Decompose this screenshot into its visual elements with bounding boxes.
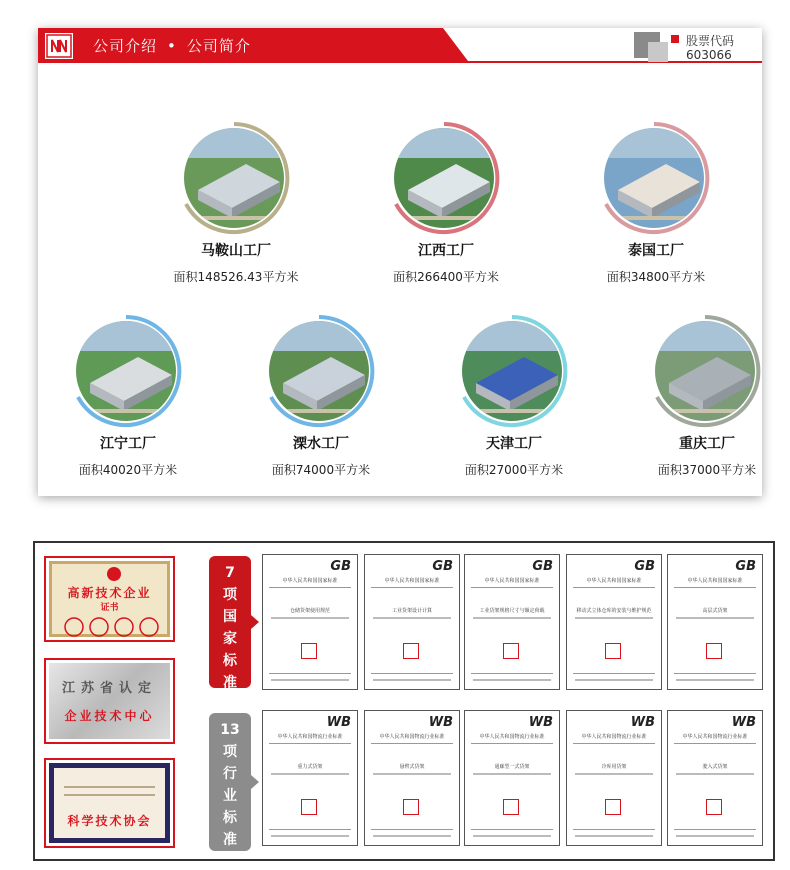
standard-document (566, 554, 662, 690)
standard-header: 中华人民共和国国家标准 (384, 578, 440, 584)
tag-char: 标 (223, 653, 237, 669)
breadcrumb-separator: • (167, 37, 177, 55)
stock-deco-square (648, 42, 668, 62)
standard-code: GB (735, 559, 756, 574)
factory-item (566, 120, 746, 285)
national-standards-count: 7 (225, 565, 235, 581)
standard-document (566, 710, 662, 846)
standard-document (364, 554, 460, 690)
factory-area: 面积37000平方米 (657, 463, 757, 477)
factory-photo (596, 120, 716, 230)
standard-code: WB (630, 715, 655, 730)
industry-standards-tag (209, 713, 251, 851)
tag-char: 项 (223, 587, 237, 603)
factory-ring-icon (454, 313, 584, 433)
standard-document (262, 710, 358, 846)
factory-area: 面积40020平方米 (78, 463, 178, 477)
stock-deco-square (671, 35, 679, 43)
standard-code: GB (432, 559, 453, 574)
standard-code: WB (326, 715, 351, 730)
factory-item (617, 313, 790, 478)
factory-ring-icon (647, 313, 777, 433)
standard-header: 中华人民共和国物流行业标准 (277, 734, 343, 740)
standard-title: 重力式货架 (297, 764, 323, 770)
factory-area: 面积34800平方米 (606, 270, 706, 284)
factory-photo (386, 120, 506, 230)
factory-name: 重庆工厂 (679, 436, 735, 452)
certificate-tech-center (44, 658, 175, 744)
stock-code-block (634, 32, 754, 62)
standard-header: 中华人民共和国物流行业标准 (379, 734, 445, 740)
tag-char: 准 (223, 675, 237, 691)
factory-area: 面积148526.43平方米 (173, 270, 299, 284)
standard-code: WB (731, 715, 756, 730)
factory-area: 面积74000平方米 (271, 463, 371, 477)
factory-area: 面积27000平方米 (464, 463, 564, 477)
factory-name: 天津工厂 (486, 436, 542, 452)
standard-code: GB (330, 559, 351, 574)
standard-title: 通廊型一式货架 (494, 764, 530, 770)
breadcrumb (93, 35, 251, 56)
certificate-title: 科学技术协会 (67, 814, 152, 828)
factory-photo (176, 120, 296, 230)
standard-title: 工业货架规格尺寸与额定荷载 (479, 608, 545, 614)
stock-label: 股票代码 (686, 34, 735, 48)
breadcrumb-page[interactable]: 公司简介 (186, 37, 251, 55)
standard-title: 驶入式货架 (702, 764, 728, 770)
standard-document (262, 554, 358, 690)
standard-document (464, 554, 560, 690)
factory-photo (454, 313, 574, 423)
factory-name: 溧水工厂 (293, 436, 349, 452)
standard-header: 中华人民共和国物流行业标准 (682, 734, 748, 740)
factory-photo (261, 313, 381, 423)
certificate-high-tech (44, 556, 175, 642)
factory-name: 马鞍山工厂 (201, 243, 271, 259)
standard-code: WB (428, 715, 453, 730)
certificate-subtitle: 企业技术中心 (64, 709, 155, 723)
factory-name: 泰国工厂 (628, 243, 684, 259)
standard-title: 仓储货架使用规范 (289, 608, 330, 614)
factory-name: 江西工厂 (418, 243, 474, 259)
emblem-icon (106, 566, 122, 582)
tag-char: 国 (223, 609, 237, 625)
standard-header: 中华人民共和国国家标准 (484, 578, 540, 584)
industry-standards-count: 13 (220, 722, 240, 738)
standard-code: GB (634, 559, 655, 574)
standard-document (464, 710, 560, 846)
tag-char: 业 (223, 788, 237, 804)
certificate-subtitle: 证书 (100, 603, 119, 613)
standard-title: 悬臂式货架 (399, 764, 425, 770)
standard-header: 中华人民共和国物流行业标准 (479, 734, 545, 740)
factory-ring-icon (261, 313, 391, 433)
factory-ring-icon (386, 120, 516, 240)
tag-char: 行 (223, 766, 237, 782)
factory-photo (647, 313, 767, 423)
standard-title: 冷库用货架 (601, 764, 627, 770)
breadcrumb-section[interactable]: 公司介绍 (93, 37, 158, 55)
standard-code: GB (532, 559, 553, 574)
tag-char: 项 (223, 744, 237, 760)
standard-header: 中华人民共和国国家标准 (586, 578, 642, 584)
tag-char: 标 (223, 810, 237, 826)
standards-panel (33, 541, 775, 861)
factory-item (38, 313, 218, 478)
standard-document (667, 554, 763, 690)
certificate-seals (62, 616, 162, 638)
factory-item (146, 120, 326, 285)
standard-document (667, 710, 763, 846)
factory-item (231, 313, 411, 478)
standard-code: WB (528, 715, 553, 730)
factory-photo (68, 313, 188, 423)
standard-title: 工业货架设计计算 (391, 608, 432, 614)
standard-header: 中华人民共和国物流行业标准 (581, 734, 647, 740)
certificate-title: 江苏省认定 (61, 681, 157, 696)
standard-header: 中华人民共和国国家标准 (687, 578, 743, 584)
tag-char: 家 (223, 631, 237, 647)
factory-item (424, 313, 604, 478)
company-logo-icon (45, 33, 73, 59)
standard-title: 移动式立体仓库的安装与维护规范 (576, 608, 652, 614)
certificate-science-association (44, 758, 175, 848)
factory-name: 江宁工厂 (100, 436, 156, 452)
national-standards-tag (209, 556, 251, 691)
header-bar (38, 28, 762, 64)
factory-ring-icon (68, 313, 198, 433)
factory-item (356, 120, 536, 285)
stock-code: 603066 (686, 48, 732, 62)
factory-ring-icon (176, 120, 306, 240)
factory-area: 面积266400平方米 (393, 270, 499, 284)
tag-char: 准 (223, 832, 237, 848)
factory-ring-icon (596, 120, 726, 240)
company-intro-card (38, 28, 762, 496)
standard-title: 高层式货架 (702, 608, 728, 614)
standard-header: 中华人民共和国国家标准 (282, 578, 338, 584)
certificate-title: 高新技术企业 (67, 586, 152, 600)
standard-document (364, 710, 460, 846)
